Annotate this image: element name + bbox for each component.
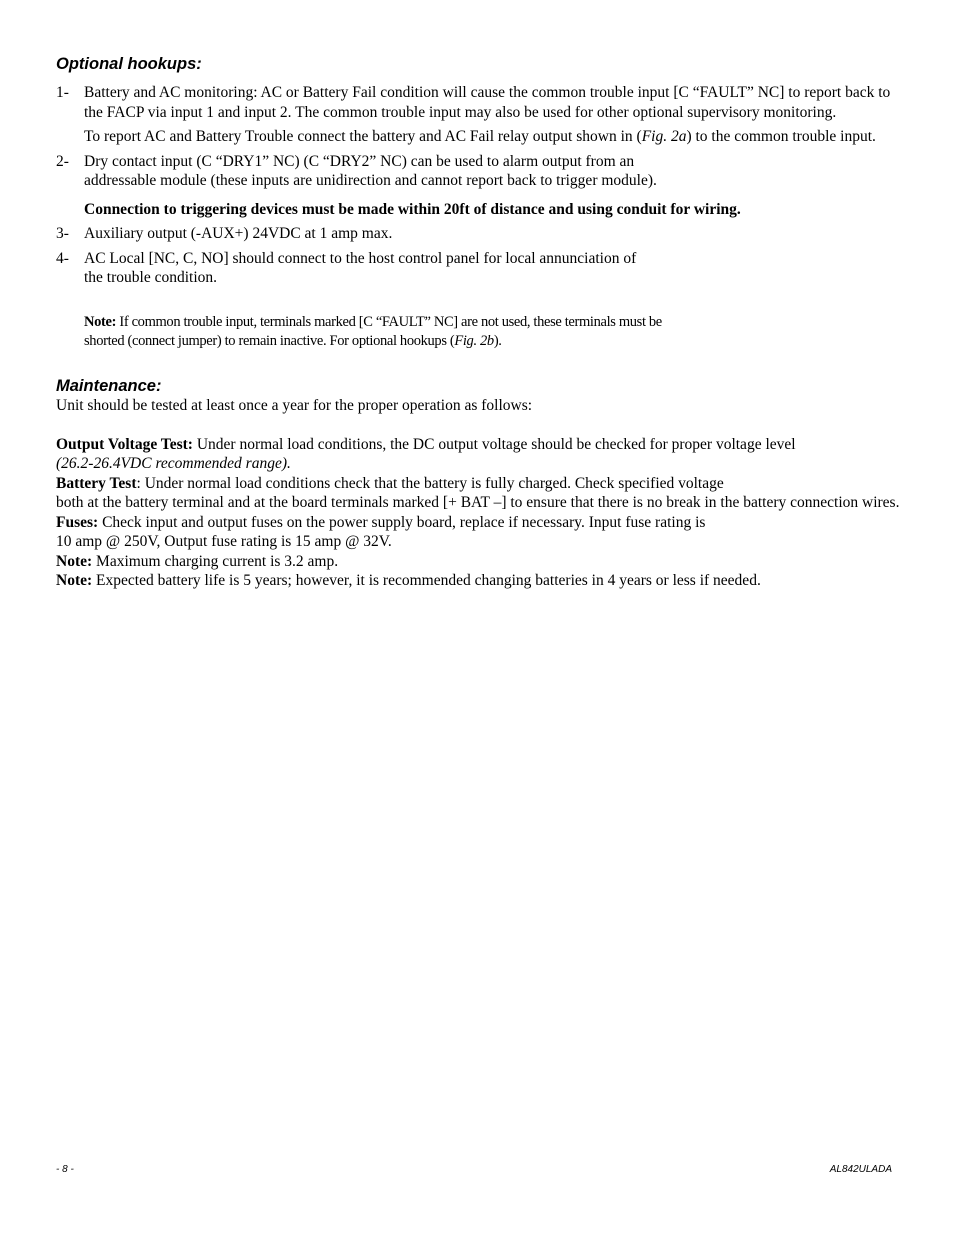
report-text-end: ) to the common trouble input. xyxy=(686,128,876,145)
bt-label: Battery Test xyxy=(56,474,137,492)
page-number: - 8 - xyxy=(56,1164,74,1175)
bt-text-2: both at the battery terminal and at the board terminals marked [+ BAT –] to ensure that there is no break in the battery connection wires. xyxy=(56,494,900,511)
list-item xyxy=(56,152,900,191)
list-item xyxy=(56,224,900,244)
fuses-text-2: 10 amp @ 250V, Output fuse rating is 15 amp @ 32V. xyxy=(56,533,392,550)
output-voltage-test xyxy=(56,435,900,474)
item-number: 4- xyxy=(56,249,69,267)
note-label: Note: xyxy=(84,313,117,330)
item-text: Battery and AC monitoring: AC or Battery Fail condition will cause the common trouble input [C “FAULT” NC] to report back to the FACP via input 1 and input 2. The common trouble input may also be used for other optional supervisory monitoring. xyxy=(84,84,891,121)
list-item xyxy=(56,249,900,288)
document-page xyxy=(56,54,900,591)
ovt-range: (26.2-26.4VDC recommended range). xyxy=(56,455,291,472)
list-item xyxy=(56,83,900,122)
note-text-2: shorted (connect jumper) to remain inactive. For optional hookups ( xyxy=(84,333,455,349)
fig-ref: Fig. 2b xyxy=(454,333,494,349)
note-text: Expected battery life is 5 years; however, it is recommended changing batteries in 4 years or less if needed. xyxy=(92,572,761,589)
note-charging xyxy=(56,552,900,572)
note-label: Note: xyxy=(56,552,93,570)
note-text: Maximum charging current is 3.2 amp. xyxy=(92,552,339,570)
optional-note xyxy=(56,313,900,352)
maintenance-section xyxy=(56,396,900,591)
note-battery-life xyxy=(56,571,900,591)
maintenance-intro: Unit should be tested at least once a year for the proper operation as follows: xyxy=(56,396,533,414)
item-text-line1: Dry contact input (C “DRY1” NC) (C “DRY2” NC) can be used to alarm output from an xyxy=(84,152,635,170)
battery-test xyxy=(56,474,900,513)
warning-text: Connection to triggering devices must be made within 20ft of distance and using conduit for wiring. xyxy=(84,200,741,218)
note-label: Note: xyxy=(56,572,93,589)
note-text: If common trouble input, terminals marked [C “FAULT” NC] are not used, these terminals must be xyxy=(116,313,662,330)
fuses-text: Check input and output fuses on the power supply board, replace if necessary. Input fuse rating is xyxy=(98,513,706,531)
optional-hookups-list xyxy=(56,83,900,352)
item-text: Auxiliary output (-AUX+) 24VDC at 1 amp max. xyxy=(84,225,393,242)
maintenance-heading: Maintenance: xyxy=(56,376,162,395)
note-text-end: ). xyxy=(493,333,502,349)
item-text-line2: the trouble condition. xyxy=(84,269,218,286)
item-number: 2- xyxy=(56,152,69,170)
item-number: 1- xyxy=(56,84,69,101)
item-text-line2: addressable module (these inputs are unidirection and cannot report back to trigger module). xyxy=(84,172,657,189)
conduit-warning xyxy=(56,200,900,220)
item-number: 3- xyxy=(56,225,69,242)
document-id: AL842ULADA xyxy=(829,1164,892,1175)
ovt-label: Output Voltage Test: xyxy=(56,435,193,453)
fig-ref: Fig. 2a xyxy=(641,128,687,145)
bt-text: : Under normal load conditions check that the battery is fully charged. Check specified voltage xyxy=(136,474,724,492)
item-text-line1: AC Local [NC, C, NO] should connect to the host control panel for local annunciation of xyxy=(84,249,637,267)
ovt-text: Under normal load conditions, the DC output voltage should be checked for proper voltage level xyxy=(192,435,796,453)
fuses xyxy=(56,513,900,552)
optional-hookups-heading: Optional hookups: xyxy=(56,55,202,73)
report-text: To report AC and Battery Trouble connect the battery and AC Fail relay output shown in ( xyxy=(84,128,642,145)
report-trouble-paragraph xyxy=(56,127,900,147)
fuses-label: Fuses: xyxy=(56,513,99,531)
